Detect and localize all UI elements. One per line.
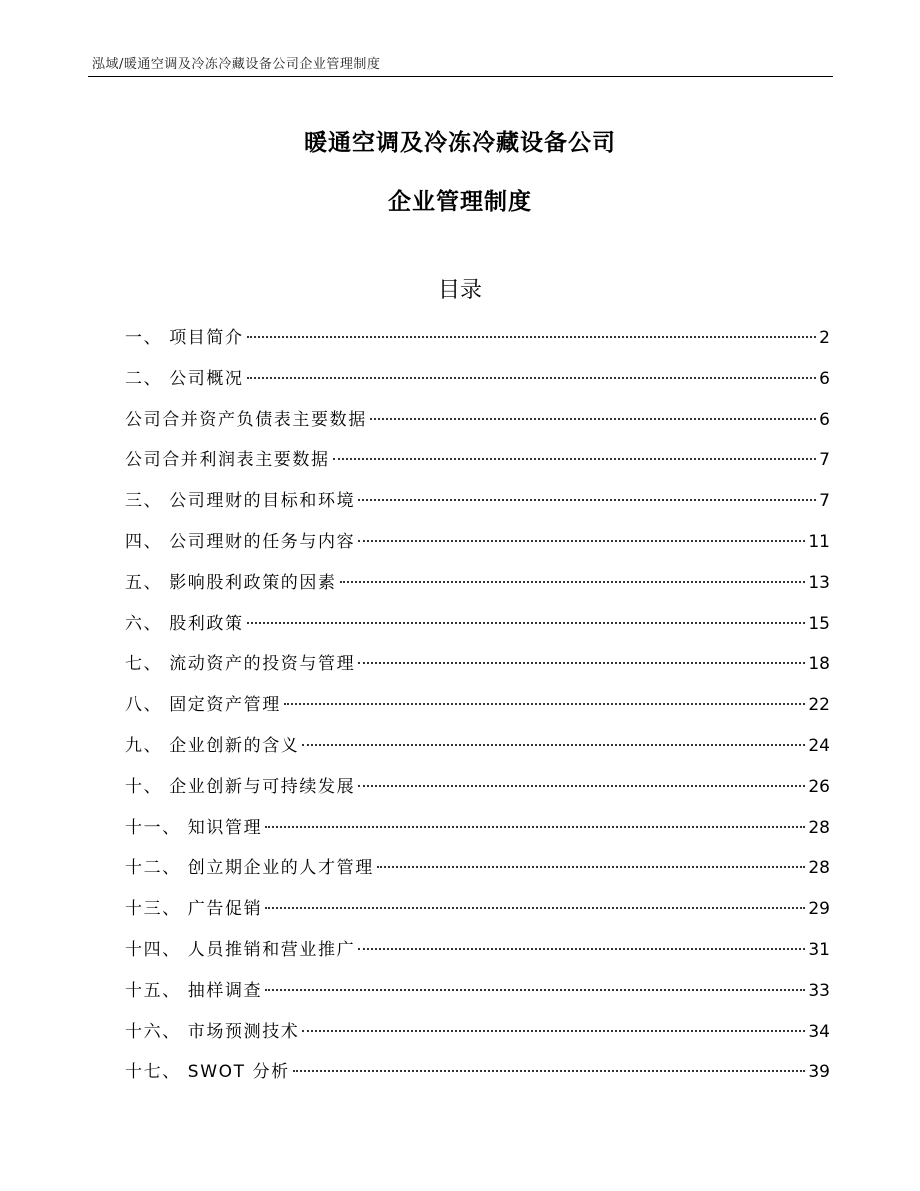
toc-leader-dots [265, 907, 805, 909]
toc-entry-label: 九、 企业创新的含义 [125, 735, 300, 756]
toc-entry-label: 十一、 知识管理 [125, 817, 263, 838]
toc-leader-dots [377, 866, 806, 868]
toc-entry-label: 公司合并利润表主要数据 [125, 450, 330, 471]
toc-entry[interactable] [125, 644, 830, 685]
document-title-line-2: 企业管理制度 [388, 189, 532, 215]
toc-entry-page: 39 [808, 1062, 830, 1083]
toc-leader-dots [358, 499, 816, 501]
toc-entry[interactable] [125, 563, 830, 604]
toc-leader-dots [370, 418, 816, 420]
toc-entry[interactable] [125, 400, 830, 441]
toc-entry[interactable] [125, 726, 830, 767]
toc-entry-page: 18 [808, 654, 830, 675]
toc-entry-label: 十三、 广告促销 [125, 899, 263, 920]
toc-leader-dots [358, 948, 805, 950]
toc-leader-dots [302, 744, 805, 746]
toc-entry-page: 24 [808, 735, 830, 756]
toc-entry-page: 15 [808, 613, 830, 634]
toc-leader-dots [333, 458, 817, 460]
toc-entry[interactable] [125, 522, 830, 563]
toc-entry[interactable] [125, 767, 830, 808]
toc-leader-dots [340, 581, 806, 583]
toc-entry-page: 28 [808, 817, 830, 838]
toc-entry-page: 11 [808, 531, 830, 552]
toc-leader-dots [247, 622, 806, 624]
toc-leader-dots [293, 1070, 806, 1072]
toc-entry[interactable] [125, 318, 830, 359]
toc-entry-label: 十五、 抽样调查 [125, 980, 263, 1001]
toc-entry-label: 二、 公司概况 [125, 368, 244, 389]
table-of-contents [125, 318, 830, 1093]
toc-entry-page: 7 [819, 450, 830, 471]
header-rule [88, 76, 833, 77]
toc-entry[interactable] [125, 1052, 830, 1093]
document-title-line-1: 暖通空调及冷冻冷藏设备公司 [304, 130, 616, 156]
toc-entry[interactable] [125, 808, 830, 849]
toc-entry[interactable] [125, 685, 830, 726]
toc-entry-page: 33 [808, 980, 830, 1001]
toc-entry[interactable] [125, 971, 830, 1012]
toc-entry-label: 五、 影响股利政策的因素 [125, 572, 337, 593]
toc-entry-page: 7 [819, 491, 830, 512]
toc-entry-page: 26 [808, 776, 830, 797]
toc-entry-page: 13 [808, 572, 830, 593]
toc-entry[interactable] [125, 440, 830, 481]
toc-leader-dots [247, 377, 817, 379]
toc-entry-page: 22 [808, 695, 830, 716]
toc-entry-label: 十、 企业创新与可持续发展 [125, 776, 356, 797]
running-header: 泓域/暖通空调及冷冻冷藏设备公司企业管理制度 [92, 57, 381, 72]
toc-entry-page: 34 [808, 1021, 830, 1042]
toc-entry-page: 28 [808, 858, 830, 879]
toc-entry-page: 29 [808, 899, 830, 920]
toc-entry-label: 四、 公司理财的任务与内容 [125, 531, 356, 552]
toc-leader-dots [358, 785, 805, 787]
toc-entry-label: 十四、 人员推销和营业推广 [125, 939, 356, 960]
toc-entry-label: 公司合并资产负债表主要数据 [125, 409, 367, 430]
toc-leader-dots [265, 989, 805, 991]
toc-entry-page: 2 [819, 328, 830, 348]
toc-entry-label: 十二、 创立期企业的人才管理 [125, 858, 374, 879]
toc-entry-label: 八、 固定资产管理 [125, 695, 281, 716]
toc-entry-page: 6 [819, 409, 830, 430]
toc-entry-label: 一、 项目简介 [125, 328, 244, 348]
toc-entry-label: 十六、 市场预测技术 [125, 1021, 300, 1042]
toc-leader-dots [247, 336, 817, 338]
toc-entry[interactable] [125, 481, 830, 522]
toc-entry[interactable] [125, 889, 830, 930]
toc-entry-label: 七、 流动资产的投资与管理 [125, 654, 356, 675]
toc-leader-dots [265, 826, 805, 828]
toc-leader-dots [284, 703, 806, 705]
toc-entry[interactable] [125, 930, 830, 971]
toc-entry-page: 31 [808, 939, 830, 960]
toc-leader-dots [358, 662, 805, 664]
toc-entry-label: 十七、 SWOT 分析 [125, 1062, 290, 1083]
toc-leader-dots [358, 540, 805, 542]
toc-heading: 目录 [437, 278, 482, 303]
toc-entry-label: 三、 公司理财的目标和环境 [125, 491, 356, 512]
toc-leader-dots [302, 1030, 805, 1032]
toc-entry-label: 六、 股利政策 [125, 613, 244, 634]
toc-entry[interactable] [125, 848, 830, 889]
toc-entry-page: 6 [819, 368, 830, 389]
toc-entry[interactable] [125, 604, 830, 645]
toc-entry[interactable] [125, 359, 830, 400]
toc-entry[interactable] [125, 1012, 830, 1053]
